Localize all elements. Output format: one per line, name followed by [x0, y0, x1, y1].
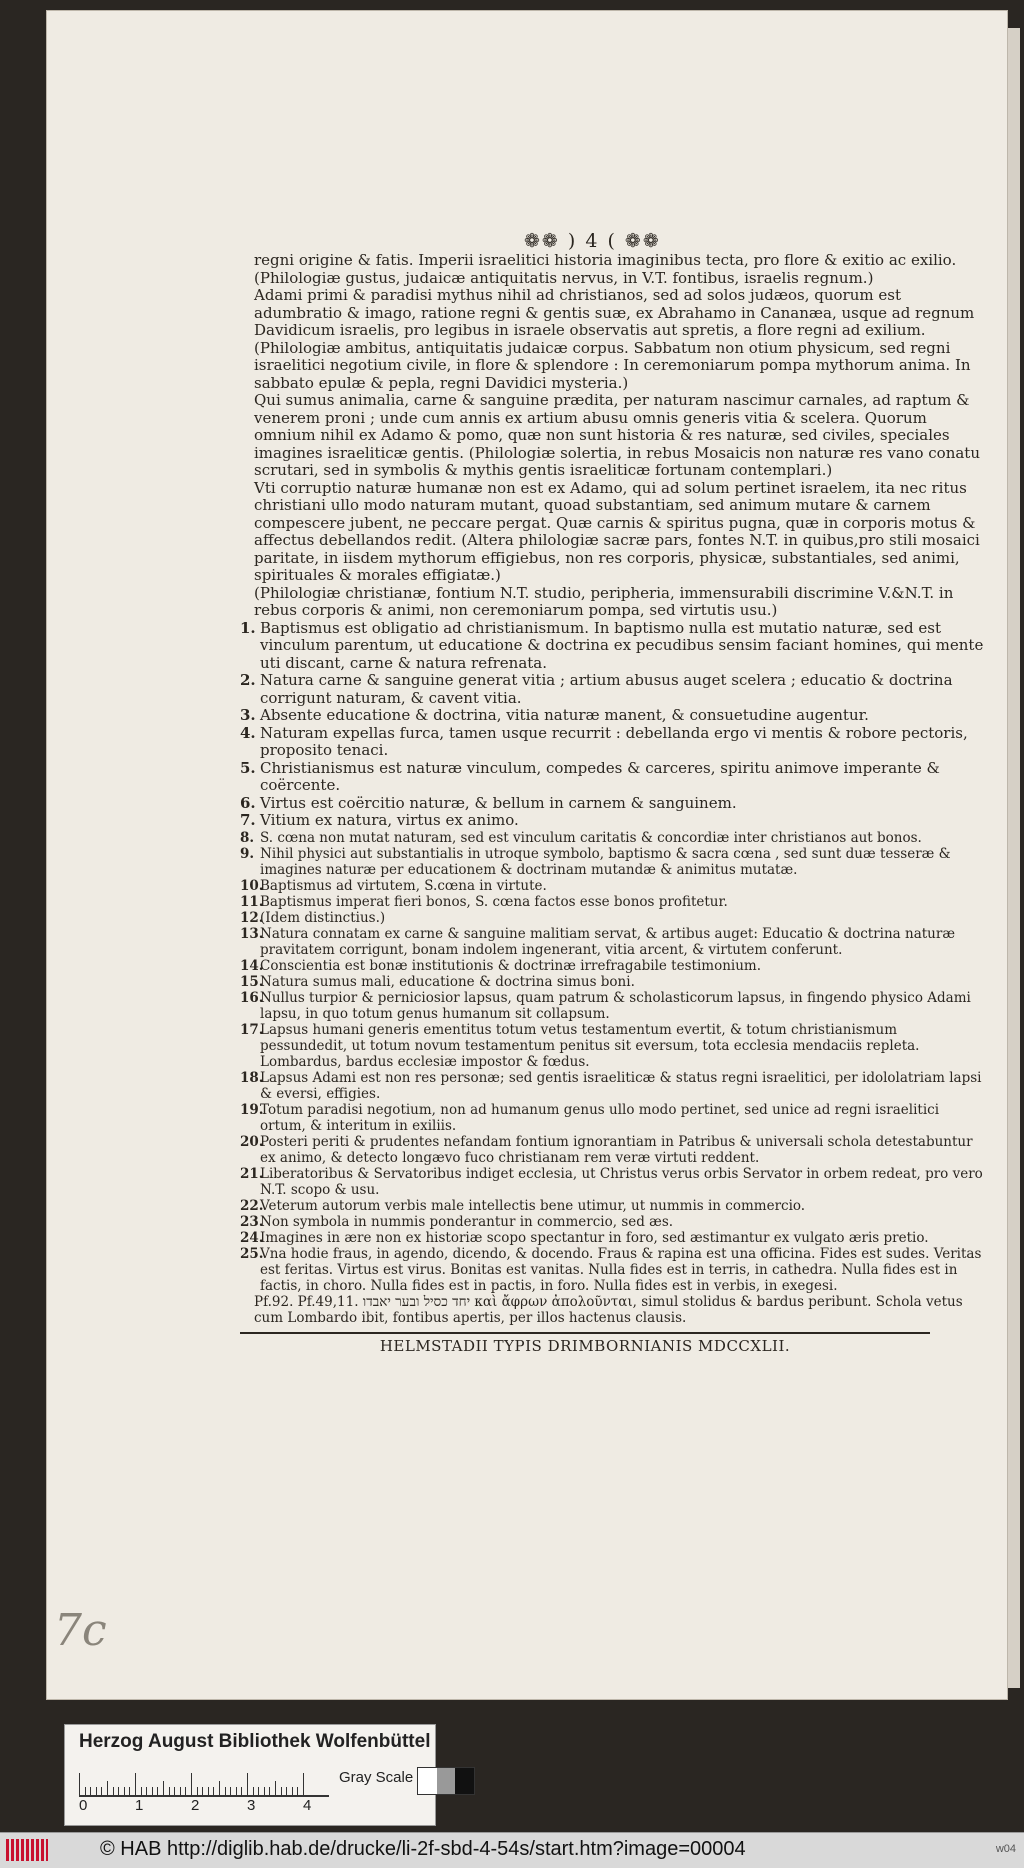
- ruler-number: 2: [191, 1797, 200, 1814]
- thesis-number: 23.: [240, 1213, 264, 1230]
- ruler-tick: [129, 1787, 130, 1795]
- thesis-number: 7.: [240, 811, 256, 829]
- thesis-item: [240, 910, 988, 926]
- thesis-item: [240, 958, 988, 974]
- library-name: Herzog August Bibliothek Wolfenbüttel: [79, 1731, 431, 1752]
- ruler-tick: [269, 1787, 270, 1795]
- thesis-item: [240, 1022, 988, 1070]
- ruler-tick: [297, 1787, 298, 1795]
- thesis-number: 20.: [240, 1133, 264, 1150]
- ruler-tick: [281, 1787, 282, 1795]
- thesis-number: 11.: [240, 893, 264, 910]
- thesis-text: Non symbola in nummis ponderantur in commercio, sed æs.: [260, 1213, 674, 1230]
- thesis-item: [240, 990, 988, 1022]
- ruler-tick: [141, 1787, 142, 1795]
- thesis-item: [240, 760, 988, 795]
- thesis-text: Vitium ex natura, virtus ex animo.: [260, 811, 519, 829]
- thesis-number: 5.: [240, 758, 256, 777]
- thesis-text: Totum paradisi negotium, non ad humanum genus ullo modo pertinet, sed unice ad regni israelitici ortum, & interitum in exiliis.: [260, 1101, 940, 1134]
- document-body: [240, 228, 988, 1355]
- thesis-number: 17.: [240, 1021, 264, 1038]
- thesis-item: [240, 725, 988, 760]
- closing-rule: [240, 1332, 930, 1334]
- pencil-mark: 7c: [54, 1605, 107, 1656]
- thesis-text: Virtus est coërcitio naturæ, & bellum in carnem & sanguinem.: [260, 793, 737, 812]
- swatch-black: [455, 1768, 474, 1794]
- closing-line: Pf.92. Pf.49,11. יחד כסיל ובער יאבדו καὶ ἄφρων ἀπολοῦνται, simul stolidus & bardus peribunt. Schola vetus cum Lombardo ibit, fontibus apertis, per illos hactenus clausis.: [254, 1293, 963, 1326]
- footer-code: w04: [995, 1843, 1016, 1855]
- thesis-text: Posteri periti & prudentes nefandam fontium ignorantiam in Patribus & universali schola detestabuntur ex animo, & detecto longævo fuco christianam rem veræ virtuti reddent.: [260, 1133, 973, 1166]
- paragraph: regni origine & fatis. Imperii israelitici historia imaginibus tecta, pro flore & exitio ac exilio. (Philologiæ gustus, judaicæ antiquitatis nervus, in V.T. fontibus, israelis regnum.): [254, 251, 957, 287]
- thesis-number: 12.: [240, 909, 264, 926]
- thesis-number: 18.: [240, 1069, 264, 1086]
- ruler-tick: [219, 1781, 220, 1795]
- thesis-text: Nullus turpior & perniciosior lapsus, quam patrum & scholasticorum lapsus, in fingendo physico Adami lapsu, in quo totum genus humanum sit collapsum.: [260, 989, 971, 1022]
- thesis-number: 13.: [240, 925, 264, 942]
- thesis-number: 6.: [240, 793, 256, 812]
- thesis-item: [240, 830, 988, 846]
- ruler-tick: [191, 1773, 192, 1795]
- numbered-theses: [240, 620, 988, 1294]
- thesis-number: 15.: [240, 973, 264, 990]
- thesis-item: [240, 878, 988, 894]
- ruler-tick: [146, 1787, 147, 1795]
- ruler-tick: [230, 1787, 231, 1795]
- thesis-item: [240, 1070, 988, 1102]
- thesis-item: [240, 1198, 988, 1214]
- ruler-tick: [85, 1787, 86, 1795]
- thesis-text: Baptismus ad virtutem, S.cœna in virtute.: [260, 877, 547, 894]
- paragraph: (Philologiæ christianæ, fontium N.T. studio, peripheria, immensurabili discrimine V.&N.T. in rebus corporis & animi, non ceremoniarum pompa, sed virtutis usu.): [254, 583, 954, 619]
- thesis-text: Natura connatam ex carne & sanguine malitiam servat, & artibus auget: Educatio & doctrina naturæ pravitatem corrigunt, bonam indolem ingenerant, vitia arcent, & virtutem conferunt.: [260, 925, 956, 958]
- ruler-tick: [113, 1787, 114, 1795]
- ruler-tick: [79, 1773, 80, 1795]
- swatch-gray: [437, 1768, 456, 1794]
- swatch-white: [418, 1768, 437, 1794]
- thesis-number: 10.: [240, 877, 264, 894]
- ruler-tick: [180, 1787, 181, 1795]
- thesis-number: 19.: [240, 1101, 264, 1118]
- thesis-text: Vna hodie fraus, in agendo, dicendo, & docendo. Fraus & rapina est una officina. Fides est sudes. Veritas est feritas. Virtus est virus. Bonitas est vanitas. Nulla fides est in terris, in cathedra. Nulla fides est in factis, in choro. Nulla fides est in pactis, in foro. Nulla fides est in verbis, in exegesi.: [260, 1245, 982, 1294]
- ruler-tick: [275, 1781, 276, 1795]
- thesis-text: Lapsus Adami est non res personæ; sed gentis israeliticæ & status regni israelitici, per idololatriam lapsi & eversi, effigies.: [260, 1069, 982, 1102]
- thesis-item: [240, 707, 988, 725]
- ruler-tick: [163, 1781, 164, 1795]
- thesis-text: Conscientia est bonæ institutionis & doctrinæ irrefragabile testimonium.: [260, 957, 761, 974]
- ruler-tick: [236, 1787, 237, 1795]
- thesis-text: Imagines in ære non ex historiæ scopo spectantur in foro, sed æstimantur ex vulgato æris pretio.: [260, 1229, 929, 1246]
- ruler-tick: [303, 1773, 304, 1795]
- ruler-tick: [124, 1787, 125, 1795]
- thesis-item: [240, 795, 988, 813]
- thesis-number: 25.: [240, 1245, 264, 1262]
- thesis-number: 14.: [240, 957, 264, 974]
- ruler-number: 0: [79, 1797, 88, 1814]
- thesis-number: 1.: [240, 618, 256, 637]
- ruler-tick: [96, 1787, 97, 1795]
- thesis-item: [240, 1102, 988, 1134]
- ruler-tick: [152, 1787, 153, 1795]
- thesis-number: 24.: [240, 1229, 264, 1246]
- thesis-number: 8.: [240, 829, 255, 846]
- thesis-text: S. cœna non mutat naturam, sed est vinculum caritatis & concordiæ inter christianos aut bonos.: [260, 829, 922, 846]
- thesis-text: Natura carne & sanguine generat vitia ; artium abusus auget scelera ; educatio & doctrina corrigunt naturam, & cavent vitia.: [260, 671, 953, 707]
- ruler-tick: [225, 1787, 226, 1795]
- ruler-tick: [101, 1787, 102, 1795]
- ruler-tick: [292, 1787, 293, 1795]
- ruler-tick: [157, 1787, 158, 1795]
- ruler-tick: [197, 1787, 198, 1795]
- ruler-tick: [286, 1787, 287, 1795]
- gray-scale-swatches: [417, 1767, 475, 1795]
- thesis-item: [240, 1246, 988, 1294]
- paragraph: Vti corruptio naturæ humanæ non est ex Adamo, qui ad solum pertinet israelem, ita nec ritus christiani ullo modo naturam mutant, quoad substantiam, sed animum mutare & carnem compescere jubent, ne peccare pergat. Quæ carnis & spiritus pugna, quæ in corporis motus & affectus debellandos redit. (Altera philologiæ sacræ pars, fontes N.T. in quibus,pro stili mosaici paritate, in iisdem mythorum effigiebus, non res corporis, physicæ, substantiales, sed animi, spirituales & morales effigiatæ.): [254, 478, 980, 584]
- thesis-item: [240, 894, 988, 910]
- thesis-item: [240, 846, 988, 878]
- thesis-item: [240, 1214, 988, 1230]
- ruler-tick: [118, 1787, 119, 1795]
- library-label-card: [64, 1724, 436, 1826]
- hab-logo-icon: [6, 1839, 48, 1861]
- ruler-tick: [208, 1787, 209, 1795]
- thesis-number: 9.: [240, 845, 255, 862]
- ruler-tick: [185, 1787, 186, 1795]
- ruler-tick: [169, 1787, 170, 1795]
- footer-url[interactable]: © HAB http://diglib.hab.de/drucke/li-2f-sbd-4-54s/start.htm?image=00004: [100, 1838, 746, 1860]
- ruler-tick: [247, 1773, 248, 1795]
- page-edge: [1008, 28, 1020, 1688]
- thesis-number: 21.: [240, 1165, 264, 1182]
- gray-scale-label: Gray Scale: [339, 1769, 414, 1786]
- thesis-text: Lapsus humani generis ementitus totum vetus testamentum evertit, & totum christianismum pessundedit, ut totum novum testamentum penitus sit eversum, tota ecclesia mendaciis repleta. Lombardus, bardus ecclesiæ impostor & fœdus.: [260, 1021, 920, 1070]
- ruler-number: 1: [135, 1797, 144, 1814]
- thesis-item: [240, 1230, 988, 1246]
- paragraph: Adami primi & paradisi mythus nihil ad christianos, sed ad solos judæos, quorum est adumbratio & imago, ratione regni & gentis suæ, ex Abrahamo in Cananæa, usque ad regnum Davidicum israelis, pro legibus in israele observatis aut spretis, a flore regni ad exilium. (Philologiæ ambitus, antiquitatis judaicæ corpus. Sabbatum non otium physicum, sed regni israelitici negotium civile, in flore & splendore : In ceremoniarum pompa mythorum anima. In sabbato epulæ & pepla, regni Davidici mysteria.): [254, 286, 975, 392]
- ruler-tick: [135, 1773, 136, 1795]
- ruler-tick: [107, 1781, 108, 1795]
- scale-ruler: [79, 1765, 329, 1797]
- ruler-tick: [241, 1787, 242, 1795]
- thesis-item: [240, 812, 988, 830]
- ruler-number: 3: [247, 1797, 256, 1814]
- thesis-item: [240, 672, 988, 707]
- thesis-item: [240, 1134, 988, 1166]
- footer-bar: [0, 1832, 1024, 1868]
- thesis-text: Veterum autorum verbis male intellectis bene utimur, ut nummis in commercio.: [260, 1197, 806, 1214]
- thesis-text: Natura sumus mali, educatione & doctrina simus boni.: [260, 973, 635, 990]
- thesis-number: 3.: [240, 706, 256, 724]
- thesis-text: (Idem distinctius.): [260, 909, 386, 926]
- imprint: HELMSTADII TYPIS DRIMBORNIANIS MDCCXLII.: [379, 1336, 791, 1355]
- ruler-tick: [253, 1787, 254, 1795]
- ruler-tick: [258, 1787, 259, 1795]
- thesis-number: 2.: [240, 671, 256, 689]
- thesis-item: [240, 926, 988, 958]
- ruler-tick: [213, 1787, 214, 1795]
- ruler-number: 4: [303, 1797, 312, 1814]
- thesis-item: [240, 620, 988, 673]
- thesis-item: [240, 974, 988, 990]
- page-header: ❁❁ ) 4 ( ❁❁: [524, 230, 661, 252]
- thesis-item: [240, 1166, 988, 1198]
- ruler-tick: [90, 1787, 91, 1795]
- thesis-text: Naturam expellas furca, tamen usque recurrit : debellanda ergo vi mentis & robore pectoris, proposito tenaci.: [260, 723, 968, 759]
- thesis-number: 16.: [240, 989, 264, 1006]
- thesis-number: 4.: [240, 723, 256, 742]
- thesis-text: Absente educatione & doctrina, vitia naturæ manent, & consuetudine augentur.: [260, 706, 869, 724]
- ruler-tick: [174, 1787, 175, 1795]
- thesis-text: Nihil physici aut substantialis in utroque symbolo, baptismo & sacra cœna , sed sunt duæ tesseræ & imagines naturæ per educationem & doctrinam mutandæ & animitus mutatæ.: [260, 845, 951, 878]
- thesis-text: Baptismus imperat fieri bonos, S. cœna factos esse bonos profitetur.: [260, 893, 728, 910]
- ruler-tick: [264, 1787, 265, 1795]
- ruler-tick: [202, 1787, 203, 1795]
- paragraph: Qui sumus animalia, carne & sanguine prædita, per naturam nascimur carnales, ad raptum & venerem proni ; unde cum annis ex artium abusu omnis generis vitia & scelera. Quorum omnium nihil ex Adamo & pomo, quæ non sunt historia & res naturæ, sed civiles, speciales imagines israeliticæ gentis. (Philologiæ solertia, in rebus Mosaicis non naturæ res vano conatu scrutari, sed in symbolis & mythis gentis israeliticæ fortunam contemplari.): [254, 391, 980, 479]
- thesis-text: Liberatoribus & Servatoribus indiget ecclesia, ut Christus verus orbis Servator in orbem redeat, pro vero N.T. scopo & usu.: [260, 1165, 983, 1198]
- thesis-text: Baptismus est obligatio ad christianismum. In baptismo nulla est mutatio naturæ, sed est vinculum parentum, ut educatione & doctrina ex pecudibus sensim faciant homines, qui mente uti discant, carne & natura refrenata.: [260, 618, 984, 672]
- thesis-number: 22.: [240, 1197, 264, 1214]
- thesis-text: Christianismus est naturæ vinculum, compedes & carceres, spiritu animove imperante & coërcente.: [260, 758, 940, 794]
